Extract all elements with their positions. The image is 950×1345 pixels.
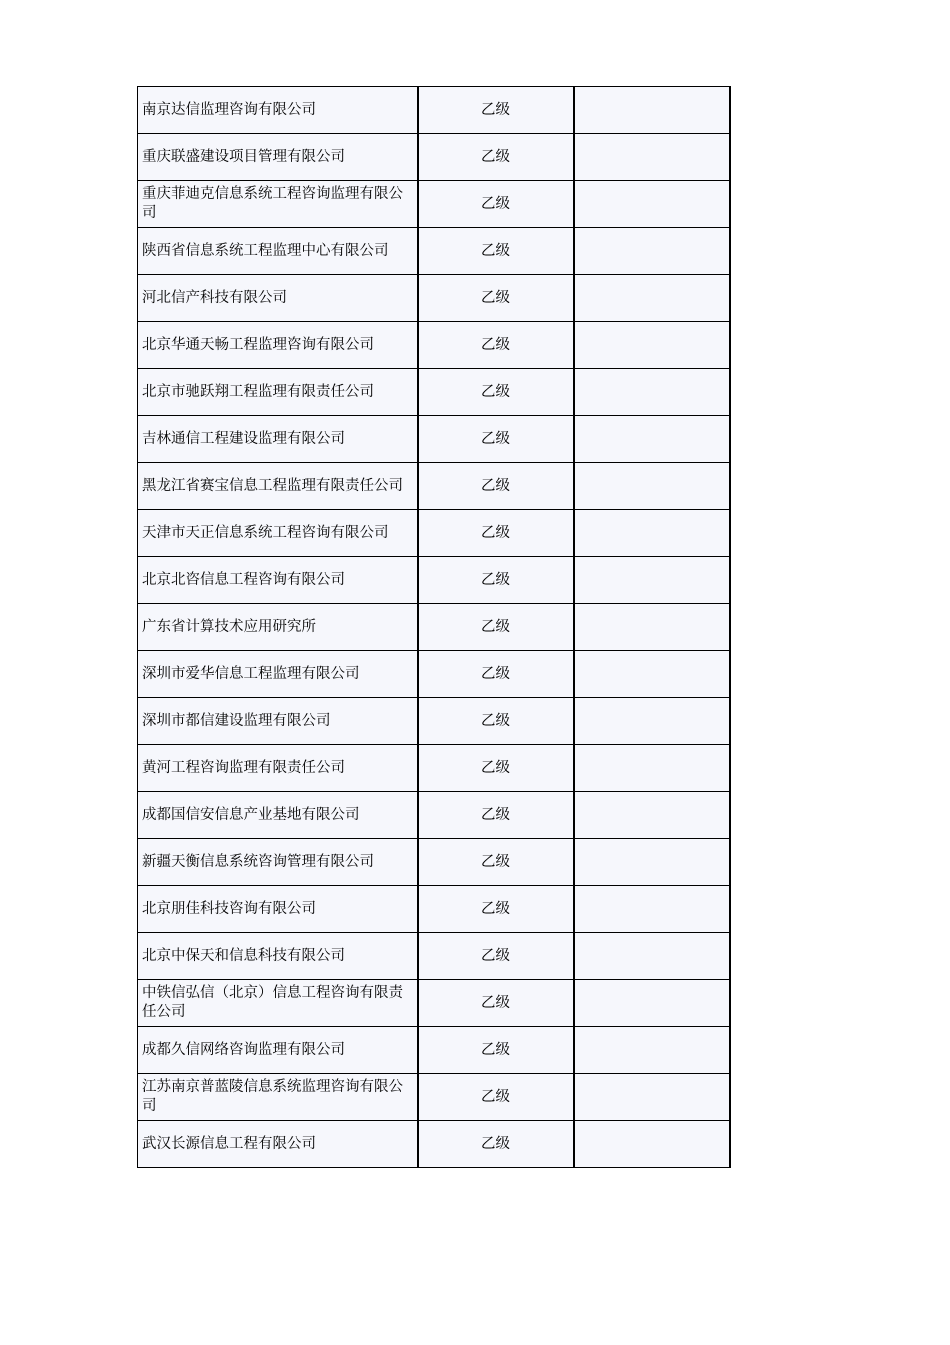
table-row	[138, 651, 730, 698]
company-name-cell: 北京中保天和信息科技有限公司	[138, 933, 418, 980]
remark-cell	[574, 604, 730, 651]
qualification-level-cell: 乙级	[418, 275, 574, 322]
table-row	[138, 745, 730, 792]
remark-cell	[574, 886, 730, 933]
remark-cell	[574, 181, 730, 228]
company-name-cell: 成都久信网络咨询监理有限公司	[138, 1027, 418, 1074]
table-row	[138, 322, 730, 369]
company-name-cell: 吉林通信工程建设监理有限公司	[138, 416, 418, 463]
table-row	[138, 604, 730, 651]
company-name-cell: 北京朋佳科技咨询有限公司	[138, 886, 418, 933]
company-name-cell: 武汉长源信息工程有限公司	[138, 1121, 418, 1168]
company-name-cell: 北京北咨信息工程咨询有限公司	[138, 557, 418, 604]
company-name-cell: 北京华通天畅工程监理咨询有限公司	[138, 322, 418, 369]
table-row	[138, 1027, 730, 1074]
remark-cell	[574, 416, 730, 463]
qualification-level-cell: 乙级	[418, 651, 574, 698]
qualification-level-cell: 乙级	[418, 792, 574, 839]
table-row	[138, 792, 730, 839]
qualification-level-cell: 乙级	[418, 839, 574, 886]
company-name-cell: 新疆天衡信息系统咨询管理有限公司	[138, 839, 418, 886]
company-name-cell: 北京市驰跃翔工程监理有限责任公司	[138, 369, 418, 416]
remark-cell	[574, 275, 730, 322]
remark-cell	[574, 792, 730, 839]
remark-cell	[574, 87, 730, 134]
company-name-cell: 中铁信弘信（北京）信息工程咨询有限责任公司	[138, 980, 418, 1027]
remark-cell	[574, 557, 730, 604]
remark-cell	[574, 1027, 730, 1074]
remark-cell	[574, 134, 730, 181]
qualification-level-cell: 乙级	[418, 557, 574, 604]
remark-cell	[574, 980, 730, 1027]
qualification-level-cell: 乙级	[418, 510, 574, 557]
table-row	[138, 134, 730, 181]
table-row	[138, 698, 730, 745]
company-name-cell: 重庆联盛建设项目管理有限公司	[138, 134, 418, 181]
company-name-cell: 黄河工程咨询监理有限责任公司	[138, 745, 418, 792]
table-row	[138, 980, 730, 1027]
qualification-level-cell: 乙级	[418, 933, 574, 980]
qualification-level-cell: 乙级	[418, 369, 574, 416]
qualification-level-cell: 乙级	[418, 87, 574, 134]
qualification-level-cell: 乙级	[418, 134, 574, 181]
table-row	[138, 1121, 730, 1168]
table-row	[138, 510, 730, 557]
remark-cell	[574, 933, 730, 980]
table-row	[138, 275, 730, 322]
table-row	[138, 557, 730, 604]
remark-cell	[574, 839, 730, 886]
qualification-level-cell: 乙级	[418, 604, 574, 651]
table-row	[138, 839, 730, 886]
qualification-level-cell: 乙级	[418, 698, 574, 745]
qualification-level-cell: 乙级	[418, 463, 574, 510]
company-name-cell: 成都国信安信息产业基地有限公司	[138, 792, 418, 839]
qualification-level-cell: 乙级	[418, 322, 574, 369]
company-qualification-table	[137, 86, 731, 1168]
company-name-cell: 深圳市爱华信息工程监理有限公司	[138, 651, 418, 698]
company-name-cell: 深圳市都信建设监理有限公司	[138, 698, 418, 745]
remark-cell	[574, 463, 730, 510]
table-body	[138, 87, 730, 1168]
table-row	[138, 416, 730, 463]
table-row	[138, 228, 730, 275]
company-name-cell: 天津市天正信息系统工程咨询有限公司	[138, 510, 418, 557]
remark-cell	[574, 369, 730, 416]
qualification-level-cell: 乙级	[418, 745, 574, 792]
remark-cell	[574, 510, 730, 557]
remark-cell	[574, 322, 730, 369]
table-row	[138, 1074, 730, 1121]
qualification-level-cell: 乙级	[418, 228, 574, 275]
remark-cell	[574, 228, 730, 275]
company-name-cell: 河北信产科技有限公司	[138, 275, 418, 322]
table-row	[138, 369, 730, 416]
company-name-cell: 江苏南京普蓝陵信息系统监理咨询有限公司	[138, 1074, 418, 1121]
table-row	[138, 933, 730, 980]
company-name-cell: 南京达信监理咨询有限公司	[138, 87, 418, 134]
table-row	[138, 181, 730, 228]
remark-cell	[574, 1074, 730, 1121]
table-row	[138, 87, 730, 134]
qualification-level-cell: 乙级	[418, 980, 574, 1027]
qualification-level-cell: 乙级	[418, 1027, 574, 1074]
remark-cell	[574, 1121, 730, 1168]
company-name-cell: 广东省计算技术应用研究所	[138, 604, 418, 651]
qualification-level-cell: 乙级	[418, 886, 574, 933]
table-row	[138, 886, 730, 933]
qualification-level-cell: 乙级	[418, 416, 574, 463]
table-row	[138, 463, 730, 510]
qualification-level-cell: 乙级	[418, 1074, 574, 1121]
remark-cell	[574, 651, 730, 698]
company-name-cell: 重庆菲迪克信息系统工程咨询监理有限公司	[138, 181, 418, 228]
qualification-level-cell: 乙级	[418, 1121, 574, 1168]
company-name-cell: 黑龙江省赛宝信息工程监理有限责任公司	[138, 463, 418, 510]
qualification-level-cell: 乙级	[418, 181, 574, 228]
remark-cell	[574, 698, 730, 745]
remark-cell	[574, 745, 730, 792]
company-name-cell: 陕西省信息系统工程监理中心有限公司	[138, 228, 418, 275]
